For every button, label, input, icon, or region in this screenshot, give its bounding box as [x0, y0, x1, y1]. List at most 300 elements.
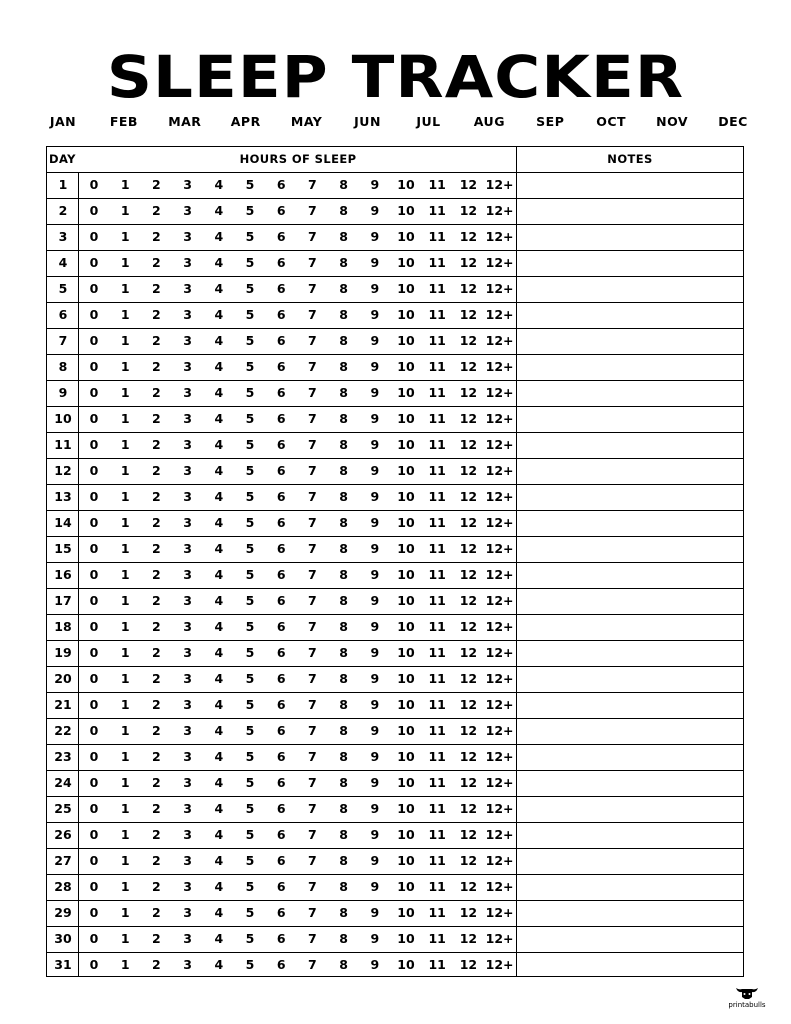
hour-option[interactable]: 6	[276, 905, 286, 920]
hour-option[interactable]: 10	[397, 281, 415, 296]
notes-field[interactable]	[517, 199, 743, 223]
hour-option[interactable]: 12	[459, 203, 478, 218]
hour-option[interactable]: 3	[183, 255, 192, 270]
hour-option[interactable]: 2	[152, 801, 161, 816]
hour-option[interactable]: 5	[245, 437, 255, 452]
hour-option[interactable]: 7	[308, 801, 317, 816]
hour-option[interactable]: 1	[120, 645, 130, 660]
notes-field[interactable]	[517, 719, 743, 743]
hour-option[interactable]: 11	[428, 749, 446, 764]
hour-option[interactable]: 5	[245, 177, 255, 192]
hour-option[interactable]: 3	[183, 203, 192, 218]
notes-field[interactable]	[517, 251, 743, 275]
hour-option[interactable]: 10	[397, 229, 415, 244]
hour-option[interactable]: 9	[370, 515, 380, 530]
hour-option[interactable]: 11	[428, 905, 446, 920]
hour-option[interactable]: 3	[183, 333, 192, 348]
hour-option[interactable]: 7	[308, 723, 317, 738]
hour-option[interactable]: 8	[339, 541, 348, 556]
hour-option[interactable]: 8	[339, 697, 348, 712]
hour-option[interactable]: 9	[370, 879, 380, 894]
hour-option[interactable]: 11	[428, 931, 446, 946]
hour-option[interactable]: 7	[308, 255, 317, 270]
hour-option[interactable]: 10	[397, 333, 415, 348]
hour-option[interactable]: 4	[214, 203, 224, 218]
hour-option[interactable]: 5	[245, 203, 255, 218]
hour-option[interactable]: 12	[459, 359, 478, 374]
hour-option[interactable]: 5	[245, 229, 255, 244]
hour-option[interactable]: 2	[152, 229, 161, 244]
hour-option[interactable]: 7	[308, 385, 317, 400]
hour-option[interactable]: 3	[183, 775, 192, 790]
hour-option[interactable]: 6	[276, 463, 286, 478]
hour-option[interactable]: 3	[183, 177, 192, 192]
hour-option[interactable]: 0	[89, 281, 99, 296]
hour-option[interactable]: 9	[370, 177, 380, 192]
hour-option[interactable]: 12	[459, 229, 478, 244]
hour-option[interactable]: 1	[120, 359, 130, 374]
hour-option[interactable]: 10	[397, 931, 415, 946]
hour-option[interactable]: 11	[428, 177, 446, 192]
hour-option[interactable]: 8	[339, 879, 348, 894]
hour-option[interactable]: 2	[152, 957, 161, 972]
hour-option[interactable]: 10	[397, 827, 415, 842]
hour-option[interactable]: 5	[245, 827, 255, 842]
hour-option[interactable]: 1	[120, 801, 130, 816]
hour-option[interactable]: 1	[120, 905, 130, 920]
hour-option[interactable]: 1	[120, 827, 130, 842]
hour-option[interactable]: 5	[245, 541, 255, 556]
notes-field[interactable]	[517, 511, 743, 535]
hour-option[interactable]: 2	[152, 281, 161, 296]
hour-option[interactable]: 9	[370, 905, 380, 920]
hour-option[interactable]: 12+	[485, 879, 514, 894]
hour-option[interactable]: 8	[339, 931, 348, 946]
hour-option[interactable]: 10	[397, 645, 415, 660]
notes-field[interactable]	[517, 823, 743, 847]
notes-field[interactable]	[517, 615, 743, 639]
hour-option[interactable]: 9	[370, 645, 380, 660]
month-option-feb[interactable]: FEB	[109, 114, 138, 129]
hour-option[interactable]: 3	[183, 697, 192, 712]
hour-option[interactable]: 9	[370, 957, 380, 972]
notes-field[interactable]	[517, 459, 743, 483]
hour-option[interactable]: 2	[152, 307, 161, 322]
hour-option[interactable]: 4	[214, 359, 224, 374]
hour-option[interactable]: 0	[89, 489, 99, 504]
hour-option[interactable]: 8	[339, 385, 348, 400]
hour-option[interactable]: 12+	[485, 307, 514, 322]
hour-option[interactable]: 12	[459, 411, 478, 426]
hour-option[interactable]: 3	[183, 359, 192, 374]
hour-option[interactable]: 8	[339, 359, 348, 374]
hour-option[interactable]: 10	[397, 359, 415, 374]
hour-option[interactable]: 6	[276, 827, 286, 842]
hour-option[interactable]: 6	[276, 385, 286, 400]
hour-option[interactable]: 7	[308, 333, 317, 348]
hour-option[interactable]: 10	[397, 671, 415, 686]
hour-option[interactable]: 0	[89, 307, 99, 322]
hour-option[interactable]: 9	[370, 411, 380, 426]
hour-option[interactable]: 0	[89, 853, 99, 868]
hour-option[interactable]: 11	[428, 593, 446, 608]
hour-option[interactable]: 5	[245, 697, 255, 712]
hour-option[interactable]: 6	[276, 437, 286, 452]
hour-option[interactable]: 11	[428, 411, 446, 426]
hour-option[interactable]: 10	[397, 307, 415, 322]
notes-field[interactable]	[517, 875, 743, 899]
hour-option[interactable]: 12+	[485, 827, 514, 842]
hour-option[interactable]: 8	[339, 645, 348, 660]
hour-option[interactable]: 3	[183, 619, 192, 634]
hour-option[interactable]: 1	[120, 697, 130, 712]
hour-option[interactable]: 6	[276, 671, 286, 686]
hour-option[interactable]: 8	[339, 515, 348, 530]
hour-option[interactable]: 3	[183, 437, 192, 452]
hour-option[interactable]: 4	[214, 671, 224, 686]
hour-option[interactable]: 12	[459, 775, 478, 790]
hour-option[interactable]: 7	[308, 541, 317, 556]
hour-option[interactable]: 12	[459, 255, 478, 270]
hour-option[interactable]: 1	[120, 749, 130, 764]
hour-option[interactable]: 4	[214, 905, 224, 920]
hour-option[interactable]: 5	[245, 515, 255, 530]
hour-option[interactable]: 12+	[485, 853, 514, 868]
hour-option[interactable]: 9	[370, 593, 380, 608]
hour-option[interactable]: 4	[214, 879, 224, 894]
hour-option[interactable]: 11	[428, 255, 446, 270]
hour-option[interactable]: 2	[152, 827, 161, 842]
hour-option[interactable]: 4	[214, 827, 224, 842]
hour-option[interactable]: 11	[428, 333, 446, 348]
hour-option[interactable]: 3	[183, 931, 192, 946]
hour-option[interactable]: 5	[245, 411, 255, 426]
hour-option[interactable]: 11	[428, 697, 446, 712]
hour-option[interactable]: 12	[459, 593, 478, 608]
hour-option[interactable]: 5	[245, 723, 255, 738]
hour-option[interactable]: 6	[276, 203, 286, 218]
hour-option[interactable]: 9	[370, 359, 380, 374]
hour-option[interactable]: 2	[152, 333, 161, 348]
notes-field[interactable]	[517, 329, 743, 353]
hour-option[interactable]: 0	[89, 645, 99, 660]
hour-option[interactable]: 4	[214, 333, 224, 348]
hour-option[interactable]: 6	[276, 515, 286, 530]
hour-option[interactable]: 0	[89, 801, 99, 816]
hour-option[interactable]: 12	[459, 645, 478, 660]
notes-field[interactable]	[517, 641, 743, 665]
hour-option[interactable]: 4	[214, 853, 224, 868]
month-option-dec[interactable]: DEC	[718, 114, 748, 129]
hour-option[interactable]: 4	[214, 619, 224, 634]
hour-option[interactable]: 6	[276, 957, 286, 972]
hour-option[interactable]: 12+	[485, 229, 514, 244]
hour-option[interactable]: 1	[120, 931, 130, 946]
hour-option[interactable]: 10	[397, 411, 415, 426]
hour-option[interactable]: 11	[428, 203, 446, 218]
hour-option[interactable]: 7	[308, 359, 317, 374]
hour-option[interactable]: 3	[183, 749, 192, 764]
hour-option[interactable]: 0	[89, 385, 99, 400]
month-option-jan[interactable]: JAN	[49, 114, 77, 129]
hour-option[interactable]: 8	[339, 411, 348, 426]
hour-option[interactable]: 7	[308, 463, 317, 478]
hour-option[interactable]: 4	[214, 541, 224, 556]
hour-option[interactable]: 5	[245, 385, 255, 400]
hour-option[interactable]: 2	[152, 931, 161, 946]
hour-option[interactable]: 12	[459, 931, 478, 946]
hour-option[interactable]: 12+	[485, 593, 514, 608]
hour-option[interactable]: 3	[183, 281, 192, 296]
hour-option[interactable]: 0	[89, 515, 99, 530]
hour-option[interactable]: 12	[459, 905, 478, 920]
hour-option[interactable]: 4	[214, 255, 224, 270]
hour-option[interactable]: 0	[89, 671, 99, 686]
hour-option[interactable]: 9	[370, 541, 380, 556]
hour-option[interactable]: 7	[308, 567, 317, 582]
hour-option[interactable]: 0	[89, 463, 99, 478]
month-option-nov[interactable]: NOV	[656, 114, 689, 129]
notes-field[interactable]	[517, 381, 743, 405]
notes-field[interactable]	[517, 355, 743, 379]
hour-option[interactable]: 8	[339, 905, 348, 920]
hour-option[interactable]: 1	[120, 541, 130, 556]
hour-option[interactable]: 9	[370, 385, 380, 400]
hour-option[interactable]: 11	[428, 515, 446, 530]
hour-option[interactable]: 0	[89, 827, 99, 842]
hour-option[interactable]: 3	[183, 307, 192, 322]
hour-option[interactable]: 1	[120, 723, 130, 738]
hour-option[interactable]: 0	[89, 931, 99, 946]
month-option-apr[interactable]: APR	[230, 114, 261, 129]
hour-option[interactable]: 11	[428, 489, 446, 504]
hour-option[interactable]: 9	[370, 567, 380, 582]
hour-option[interactable]: 0	[89, 359, 99, 374]
hour-option[interactable]: 1	[120, 879, 130, 894]
hour-option[interactable]: 11	[428, 671, 446, 686]
notes-field[interactable]	[517, 485, 743, 509]
hour-option[interactable]: 6	[276, 359, 286, 374]
hour-option[interactable]: 10	[397, 801, 415, 816]
hour-option[interactable]: 2	[152, 645, 161, 660]
hour-option[interactable]: 2	[152, 463, 161, 478]
hour-option[interactable]: 8	[339, 177, 348, 192]
month-option-sep[interactable]: SEP	[536, 114, 565, 129]
hour-option[interactable]: 11	[428, 645, 446, 660]
hour-option[interactable]: 4	[214, 177, 224, 192]
hour-option[interactable]: 4	[214, 281, 224, 296]
hour-option[interactable]: 3	[183, 567, 192, 582]
hour-option[interactable]: 4	[214, 723, 224, 738]
hour-option[interactable]: 8	[339, 567, 348, 582]
hour-option[interactable]: 7	[308, 203, 317, 218]
hour-option[interactable]: 10	[397, 879, 415, 894]
hour-option[interactable]: 12	[459, 281, 478, 296]
hour-option[interactable]: 2	[152, 541, 161, 556]
hour-option[interactable]: 7	[308, 827, 317, 842]
hour-option[interactable]: 5	[245, 801, 255, 816]
month-option-may[interactable]: MAY	[290, 114, 323, 129]
hour-option[interactable]: 10	[397, 385, 415, 400]
hour-option[interactable]: 8	[339, 333, 348, 348]
notes-field[interactable]	[517, 433, 743, 457]
hour-option[interactable]: 2	[152, 593, 161, 608]
hour-option[interactable]: 3	[183, 853, 192, 868]
hour-option[interactable]: 6	[276, 593, 286, 608]
hour-option[interactable]: 12+	[485, 671, 514, 686]
hour-option[interactable]: 2	[152, 671, 161, 686]
hour-option[interactable]: 4	[214, 931, 224, 946]
hour-option[interactable]: 0	[89, 697, 99, 712]
hour-option[interactable]: 3	[183, 905, 192, 920]
hour-option[interactable]: 3	[183, 229, 192, 244]
hour-option[interactable]: 7	[308, 229, 317, 244]
hour-option[interactable]: 8	[339, 775, 348, 790]
hour-option[interactable]: 11	[428, 775, 446, 790]
hour-option[interactable]: 2	[152, 411, 161, 426]
hour-option[interactable]: 0	[89, 255, 99, 270]
hour-option[interactable]: 12+	[485, 775, 514, 790]
hour-option[interactable]: 7	[308, 177, 317, 192]
month-option-mar[interactable]: MAR	[168, 114, 202, 129]
hour-option[interactable]: 9	[370, 203, 380, 218]
notes-field[interactable]	[517, 407, 743, 431]
hour-option[interactable]: 4	[214, 463, 224, 478]
hour-option[interactable]: 4	[214, 775, 224, 790]
hour-option[interactable]: 4	[214, 567, 224, 582]
hour-option[interactable]: 5	[245, 593, 255, 608]
hour-option[interactable]: 1	[120, 957, 130, 972]
hour-option[interactable]: 11	[428, 229, 446, 244]
hour-option[interactable]: 8	[339, 827, 348, 842]
hour-option[interactable]: 0	[89, 775, 99, 790]
hour-option[interactable]: 2	[152, 203, 161, 218]
hour-option[interactable]: 1	[120, 593, 130, 608]
hour-option[interactable]: 10	[397, 515, 415, 530]
hour-option[interactable]: 3	[183, 801, 192, 816]
hour-option[interactable]: 9	[370, 437, 380, 452]
hour-option[interactable]: 1	[120, 177, 130, 192]
hour-option[interactable]: 1	[120, 411, 130, 426]
hour-option[interactable]: 5	[245, 879, 255, 894]
hour-option[interactable]: 12+	[485, 463, 514, 478]
hour-option[interactable]: 10	[397, 177, 415, 192]
hour-option[interactable]: 1	[120, 333, 130, 348]
hour-option[interactable]: 12	[459, 671, 478, 686]
hour-option[interactable]: 11	[428, 307, 446, 322]
hour-option[interactable]: 11	[428, 541, 446, 556]
hour-option[interactable]: 12+	[485, 931, 514, 946]
hour-option[interactable]: 4	[214, 593, 224, 608]
hour-option[interactable]: 12+	[485, 749, 514, 764]
hour-option[interactable]: 12+	[485, 957, 514, 972]
hour-option[interactable]: 12+	[485, 697, 514, 712]
hour-option[interactable]: 5	[245, 905, 255, 920]
hour-option[interactable]: 8	[339, 489, 348, 504]
hour-option[interactable]: 0	[89, 229, 99, 244]
hour-option[interactable]: 10	[397, 905, 415, 920]
hour-option[interactable]: 7	[308, 957, 317, 972]
notes-field[interactable]	[517, 667, 743, 691]
hour-option[interactable]: 11	[428, 957, 446, 972]
notes-field[interactable]	[517, 173, 743, 197]
hour-option[interactable]: 8	[339, 463, 348, 478]
hour-option[interactable]: 6	[276, 333, 286, 348]
notes-field[interactable]	[517, 225, 743, 249]
hour-option[interactable]: 4	[214, 801, 224, 816]
hour-option[interactable]: 1	[120, 307, 130, 322]
hour-option[interactable]: 2	[152, 697, 161, 712]
hour-option[interactable]: 7	[308, 879, 317, 894]
hour-option[interactable]: 12	[459, 333, 478, 348]
hour-option[interactable]: 6	[276, 567, 286, 582]
notes-field[interactable]	[517, 901, 743, 925]
hour-option[interactable]: 12	[459, 177, 478, 192]
hour-option[interactable]: 8	[339, 853, 348, 868]
hour-option[interactable]: 10	[397, 853, 415, 868]
hour-option[interactable]: 0	[89, 619, 99, 634]
hour-option[interactable]: 7	[308, 593, 317, 608]
hour-option[interactable]: 12	[459, 853, 478, 868]
hour-option[interactable]: 3	[183, 593, 192, 608]
hour-option[interactable]: 0	[89, 905, 99, 920]
hour-option[interactable]: 6	[276, 775, 286, 790]
hour-option[interactable]: 0	[89, 567, 99, 582]
hour-option[interactable]: 8	[339, 723, 348, 738]
hour-option[interactable]: 2	[152, 879, 161, 894]
hour-option[interactable]: 12+	[485, 801, 514, 816]
hour-option[interactable]: 2	[152, 775, 161, 790]
notes-field[interactable]	[517, 927, 743, 951]
hour-option[interactable]: 10	[397, 775, 415, 790]
hour-option[interactable]: 0	[89, 411, 99, 426]
hour-option[interactable]: 12+	[485, 281, 514, 296]
hour-option[interactable]: 7	[308, 671, 317, 686]
hour-option[interactable]: 7	[308, 931, 317, 946]
hour-option[interactable]: 11	[428, 567, 446, 582]
hour-option[interactable]: 0	[89, 333, 99, 348]
hour-option[interactable]: 0	[89, 749, 99, 764]
hour-option[interactable]: 3	[183, 723, 192, 738]
hour-option[interactable]: 11	[428, 879, 446, 894]
hour-option[interactable]: 9	[370, 333, 380, 348]
hour-option[interactable]: 12	[459, 827, 478, 842]
hour-option[interactable]: 10	[397, 723, 415, 738]
hour-option[interactable]: 6	[276, 801, 286, 816]
hour-option[interactable]: 12	[459, 749, 478, 764]
month-option-jun[interactable]: JUN	[354, 114, 381, 129]
notes-field[interactable]	[517, 953, 743, 977]
hour-option[interactable]: 11	[428, 385, 446, 400]
hour-option[interactable]: 0	[89, 177, 99, 192]
hour-option[interactable]: 10	[397, 203, 415, 218]
hour-option[interactable]: 2	[152, 619, 161, 634]
month-option-jul[interactable]: JUL	[416, 114, 441, 129]
hour-option[interactable]: 8	[339, 671, 348, 686]
hour-option[interactable]: 9	[370, 723, 380, 738]
hour-option[interactable]: 7	[308, 307, 317, 322]
hour-option[interactable]: 12+	[485, 437, 514, 452]
hour-option[interactable]: 10	[397, 463, 415, 478]
hour-option[interactable]: 12	[459, 801, 478, 816]
hour-option[interactable]: 4	[214, 645, 224, 660]
hour-option[interactable]: 5	[245, 359, 255, 374]
hour-option[interactable]: 3	[183, 463, 192, 478]
hour-option[interactable]: 9	[370, 801, 380, 816]
hour-option[interactable]: 11	[428, 463, 446, 478]
hour-option[interactable]: 8	[339, 437, 348, 452]
month-option-aug[interactable]: AUG	[473, 114, 505, 129]
